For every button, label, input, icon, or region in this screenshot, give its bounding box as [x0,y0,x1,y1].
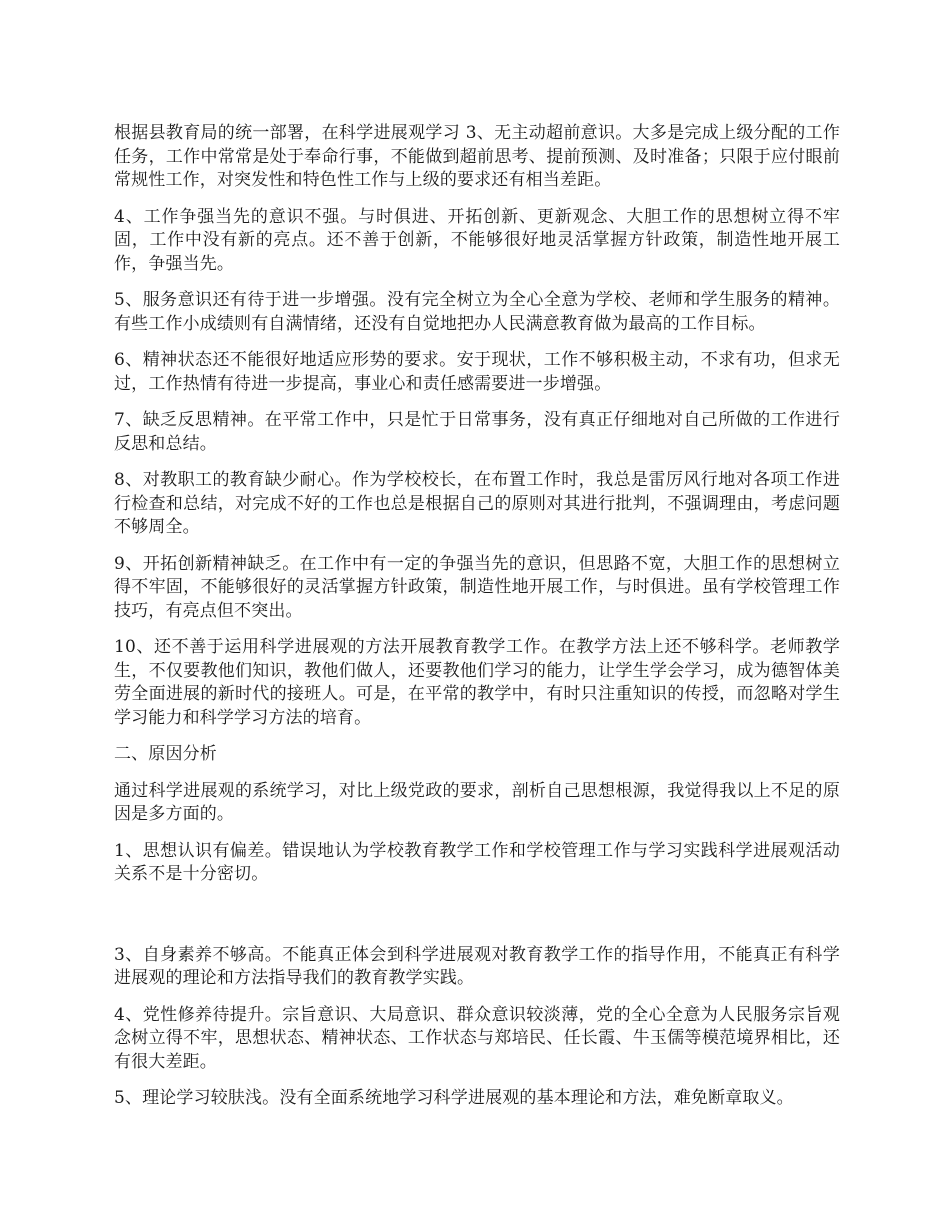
paragraph-point-5: 5、服务意识还有待于进一步增强。没有完全树立为全心全意为学校、老师和学生服务的精神。有些工作小成绩则有自满情绪，还没有自觉地把办人民满意教育做为最高的工作目标。 [114,290,840,334]
paragraph-cause-3: 3、自身素养不够高。不能真正体会到科学进展观对教育教学工作的指导作用，不能真正有科学进展观的理论和方法指导我们的教育教学实践。 [114,944,840,988]
paragraph-cause-1: 1、思想认识有偏差。错误地认为学校教育教学工作和学校管理工作与学习实践科学进展观活动关系不是十分密切。 [114,840,840,884]
paragraph-point-7: 7、缺乏反思精神。在平常工作中，只是忙于日常事务，没有真正仔细地对自己所做的工作进行反思和总结。 [114,410,840,454]
document-page [114,122,840,1124]
paragraph-point-4: 4、工作争强当先的意识不强。与时俱进、开拓创新、更新观念、大胆工作的思想树立得不牢固，工作中没有新的亮点。还不善于创新，不能够很好地灵活掌握方针政策，制造性地开展工作，争强当先。 [114,206,840,274]
paragraph-cause-intro: 通过科学进展观的系统学习，对比上级党政的要求，剖析自己思想根源，我觉得我以上不足的原因是多方面的。 [114,780,840,824]
paragraph-cause-4: 4、党性修养待提升。宗旨意识、大局意识、群众意识较淡薄，党的全心全意为人民服务宗旨观念树立得不牢，思想状态、精神状态、工作状态与郑培民、任长霞、牛玉儒等模范境界相比，还有很大差距。 [114,1004,840,1072]
paragraph-point-8: 8、对教职工的教育缺少耐心。作为学校校长，在布置工作时，我总是雷厉风行地对各项工作进行检查和总结，对完成不好的工作也总是根据自己的原则对其进行批判，不强调理由，考虑问题不够周全。 [114,470,840,537]
paragraph-cause-5: 5、理论学习较肤浅。没有全面系统地学习科学进展观的基本理论和方法，难免断章取义。 [114,1088,794,1108]
paragraph-point-10: 10、还不善于运用科学进展观的方法开展教育教学工作。在教学方法上还不够科学。老师教学生，不仅要教他们知识，教他们做人，还要教他们学习的能力，让学生学会学习，成为德智体美劳全面进展的新时代的接班人。可是，在平常的教学中，有时只注重知识的传授，而忽略对学生学习能力和科学学习方法的培育。 [114,637,840,728]
paragraph-point-9: 9、开拓创新精神缺乏。在工作中有一定的争强当先的意识，但思路不宽，大胆工作的思想树立得不牢固，不能够很好的灵活掌握方针政策，制造性地开展工作，与时俱进。虽有学校管理工作技巧，有亮点但不突出。 [114,553,840,621]
paragraph-no-initiative: 根据县教育局的统一部署，在科学进展观学习 3、无主动超前意识。大多是完成上级分配的工作任务，工作中常常是处于奉命行事，不能做到超前思考、提前预测、及时准备；只限于应付眼前常规性工作，对突发性和特色性工作与上级的要求还有相当差距。 [114,123,840,190]
blank-spacer [114,900,840,944]
paragraph-point-6: 6、精神状态还不能很好地适应形势的要求。安于现状，工作不够积极主动，不求有功，但求无过，工作热情有待进一步提高，事业心和责任感需要进一步增强。 [114,350,840,394]
section-heading-cause-analysis: 二、原因分析 [114,744,217,764]
